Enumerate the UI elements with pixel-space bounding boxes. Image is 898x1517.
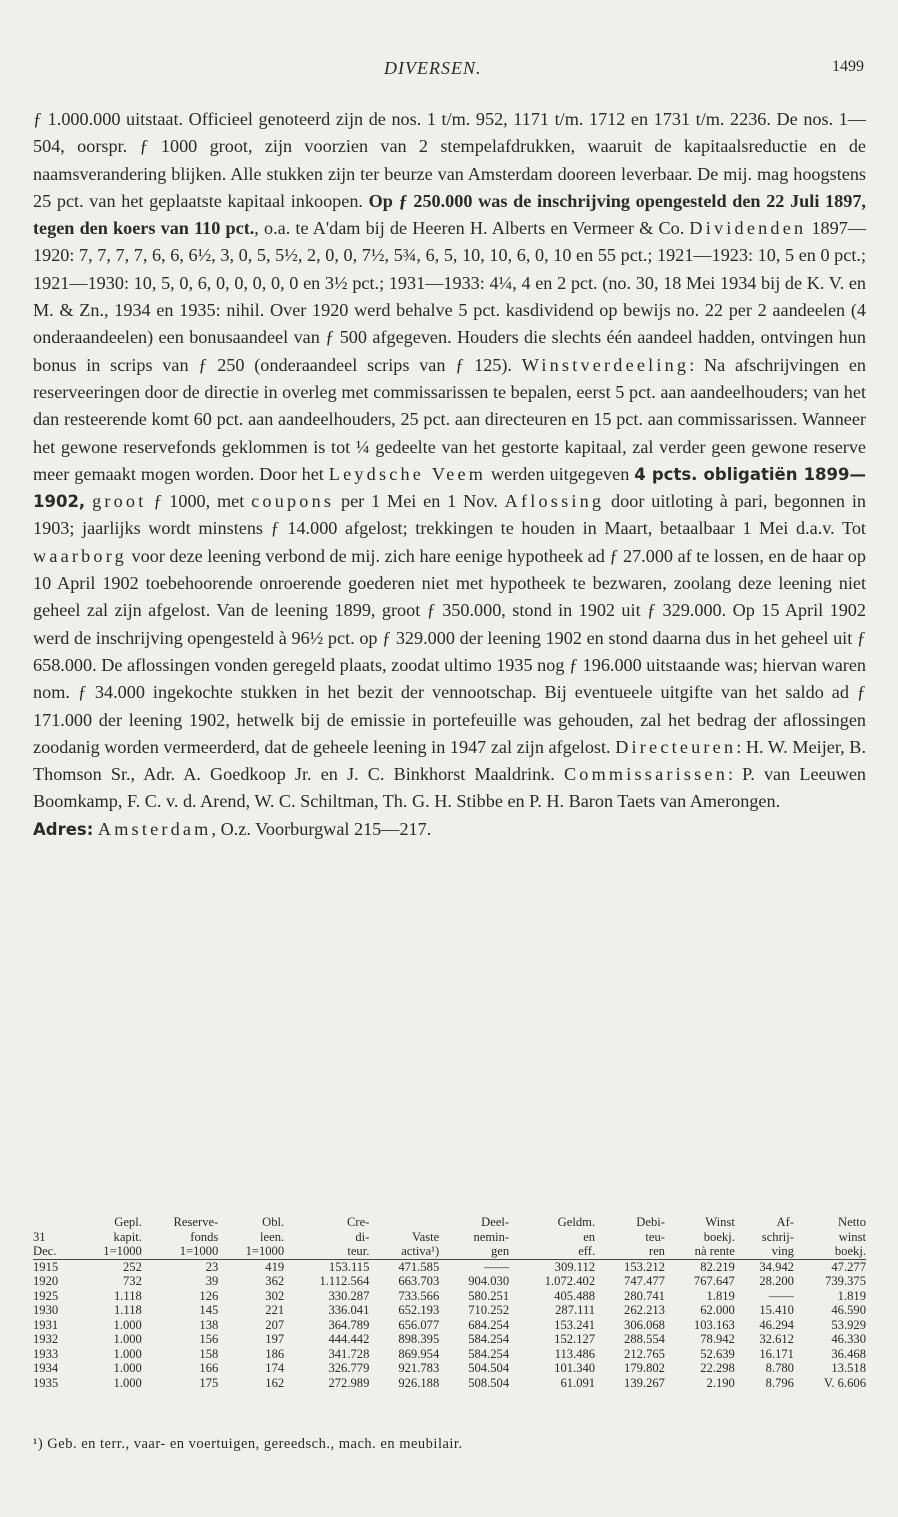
table-header-cell: fonds: [190, 1229, 219, 1244]
table-header-cell: 1=1000: [142, 1244, 218, 1259]
table-cell: 46.294: [759, 1317, 794, 1332]
table-cell: 362: [265, 1274, 285, 1288]
heading-obligatien: 4 pcts. obligatiën 1899—1902,: [33, 464, 866, 512]
text-run: werden uitgegeven: [486, 463, 635, 484]
table-cell: 1.819: [837, 1288, 866, 1303]
table-header-cell: nà rente: [665, 1244, 735, 1259]
table-header-cell: Obl.: [262, 1215, 285, 1229]
table-cell: 1.112.564: [319, 1274, 370, 1288]
table-cell: 1.072.402: [544, 1274, 596, 1288]
table-row: [33, 1318, 866, 1333]
text-run: : H. W. Meijer, B. Thomson Sr., Adr. A. Goedkoop Jr. en J. C. Binkhorst Maaldrink.: [33, 736, 866, 785]
table-header-row: [33, 1215, 866, 1230]
table-cell: 162: [265, 1375, 285, 1390]
table-cell: 34.942: [759, 1259, 794, 1274]
heading-aflossing: Aflossing: [504, 491, 605, 512]
table-row: [33, 1303, 866, 1318]
table-cell: 175: [199, 1375, 219, 1390]
address-street: , O.z. Voorburgwal 215—217.: [211, 818, 432, 839]
subscription-text: Op ƒ 250.000 was de inschrijving opengesteld den 22 Juli 1897, tegen den koers van 110 pct.: [33, 190, 866, 239]
table-cell: 212.765: [624, 1346, 665, 1361]
table-header-cell: [369, 1215, 439, 1230]
running-title: DIVERSEN.: [384, 58, 482, 78]
table-cell: 1.118: [113, 1288, 142, 1303]
table-cell: 747.477: [624, 1274, 665, 1288]
table-cell: 471.585: [398, 1259, 440, 1274]
table-cell: 306.068: [624, 1317, 665, 1332]
heading-dividenden: Dividenden: [689, 218, 807, 239]
table-cell: 405.488: [554, 1288, 596, 1303]
table-cell: 179.802: [624, 1361, 665, 1375]
table-cell: 139.267: [624, 1375, 665, 1390]
text-run: 1897—1920: 7, 7, 7, 7, 6, 6, 6½, 3, 0, 5, 5½, 2, 0, 0, 7½, 5¾, 6, 5, 10, 10, 6, 0, 10 en 55 pct.; 1921—1923: 10, 5 en 0 pct.; 1921—1930: 10, 5, 0, 6, 0, 0, 0, 0, 0 en 3½ pct.; 1931—1933: 4¼, 4 en 2 pct. (no. 30, 18 Mei 1934 bij de K. V. en M. & Zn., 1934 en 1935: nihil. Over 1920 werd behalve 5 pct. kasdividend op bewijs no. 22 per 2 aandeelen (4 onderaandeelen) een bonusaandeel van ƒ 500 afgegeven. Houders die slechts één aandeel hadden, ontvingen hun bonus in scrips van ƒ 250 (onderaandeel scrips van ƒ 125).: [33, 218, 866, 375]
table-header-cell: boekj.: [703, 1229, 735, 1244]
table-cell: 767.647: [693, 1274, 735, 1288]
text-run: door uitloting à pari, begonnen in 1903; jaarlijks wordt minstens ƒ 14.000 afgelost; trekkingen te houden in Maart, betaalbaar 1 Mei d.a.v. Tot: [33, 491, 867, 539]
table-cell: 739.375: [825, 1274, 866, 1288]
table-cell: 153.115: [328, 1259, 370, 1274]
page-header: [0, 58, 898, 88]
table-year-cell: 1930: [33, 1303, 59, 1317]
table-header-cell: teu-: [645, 1229, 665, 1244]
table-header-cell: en: [583, 1229, 596, 1244]
heading-commissarissen: Commissarissen: [563, 764, 728, 785]
table-year-cell: 1920: [33, 1274, 59, 1288]
table-cell: 336.041: [328, 1303, 370, 1317]
table-cell: 158: [199, 1346, 219, 1361]
table-header-cell: leen.: [260, 1229, 285, 1244]
table-cell: 898.395: [398, 1332, 440, 1346]
table-cell: 153.212: [624, 1259, 665, 1274]
table-header: [33, 1215, 866, 1259]
table-header-cell: Debi-: [636, 1215, 665, 1229]
table-cell: 288.554: [624, 1332, 665, 1346]
table-cell: 302: [265, 1288, 285, 1303]
table-cell: 1.118: [113, 1303, 142, 1317]
table-year-cell: 1932: [33, 1332, 59, 1346]
table-cell: 2.190: [706, 1375, 735, 1390]
table-cell: 36.468: [831, 1346, 866, 1361]
table-cell: 1.819: [706, 1288, 735, 1303]
table-cell: 710.252: [468, 1303, 510, 1317]
table-cell: 15.410: [759, 1303, 794, 1317]
table-cell: 584.254: [468, 1332, 510, 1346]
table-row: [33, 1289, 866, 1304]
text-run: : P. van Leeuwen Boomkamp, F. C. v. d. Arend, W. C. Schiltman, Th. G. H. Stibbe en P. H. Baron Taets van Amerongen.: [33, 764, 866, 812]
text-run: ƒ 1000, met: [146, 491, 252, 512]
table-year-cell: 1915: [33, 1259, 59, 1274]
table-year-cell: 1925: [33, 1288, 59, 1303]
text-run: , o.a. te A'dam bij de Heeren H. Alberts en Vermeer & Co.: [254, 218, 690, 239]
table-cell: 39: [205, 1274, 219, 1288]
table-cell: 166: [199, 1361, 219, 1375]
table-cell: 921.783: [398, 1361, 440, 1375]
table-cell: 330.287: [328, 1288, 370, 1303]
table-cell: 1.000: [113, 1361, 142, 1375]
heading-directeuren: Directeuren: [615, 736, 737, 757]
table-row: [33, 1259, 866, 1274]
table-cell: 309.112: [554, 1259, 596, 1274]
table-row: [33, 1274, 866, 1289]
table-cell: 1.000: [113, 1375, 142, 1390]
table-cell: 32.612: [759, 1332, 794, 1346]
table-cell: 221: [265, 1303, 285, 1317]
table-header-cell: Netto: [838, 1215, 866, 1229]
spaced-groot: groot: [92, 491, 147, 512]
table-cell: 61.091: [560, 1375, 596, 1390]
table-cell: 47.277: [831, 1259, 866, 1274]
table-cell: 508.504: [468, 1375, 510, 1390]
table-cell: 584.254: [468, 1346, 510, 1361]
page-number: 1499: [832, 58, 864, 75]
table-cell: 1.000: [113, 1346, 142, 1361]
table-year-cell: 1934: [33, 1361, 59, 1375]
address-line: [33, 816, 866, 843]
table-cell: 22.298: [700, 1361, 735, 1375]
address-city: Amsterdam: [97, 818, 212, 839]
table-header-cell: ving: [735, 1244, 794, 1259]
footnote: ¹) Geb. en terr., vaar- en voertuigen, gereedsch., mach. en meubilair.: [33, 1436, 463, 1452]
table-cell: 652.193: [398, 1303, 440, 1317]
table-cell: 869.954: [398, 1346, 440, 1361]
table-cell: 656.077: [398, 1317, 440, 1332]
table-cell: 53.929: [831, 1317, 866, 1332]
spaced-coupons: coupons: [251, 491, 335, 512]
table-cell: 504.504: [468, 1361, 510, 1375]
table-cell: 326.779: [328, 1361, 370, 1375]
table-header-cell: Af-: [776, 1215, 794, 1229]
table-header-cell: 31: [33, 1229, 46, 1244]
table-cell: 732: [122, 1274, 142, 1288]
table-cell: ——: [483, 1259, 510, 1274]
body-text: [33, 106, 866, 843]
table-cell: 197: [265, 1332, 285, 1346]
financial-table: [33, 1215, 866, 1390]
table-cell: 926.188: [398, 1375, 440, 1390]
table-header-cell: Winst: [705, 1215, 735, 1229]
table-header-cell: 1=1000: [76, 1244, 142, 1259]
table-header-cell: Reserve-: [173, 1215, 219, 1229]
table-row: [33, 1347, 866, 1362]
table-cell: 8.780: [765, 1361, 794, 1375]
table-cell: 1.000: [113, 1332, 142, 1346]
table-cell: 8.796: [765, 1375, 794, 1390]
table-header-row: [33, 1230, 866, 1245]
table-header-cell: kapit.: [113, 1229, 142, 1244]
table-header-cell: gen: [439, 1244, 509, 1259]
table-cell: 684.254: [468, 1317, 510, 1332]
table-cell: 62.000: [700, 1303, 735, 1317]
table-header-cell: Deel-: [481, 1215, 510, 1229]
table-cell: ——: [768, 1288, 794, 1303]
table-cell: 280.741: [624, 1288, 665, 1303]
table-cell: 207: [265, 1317, 285, 1332]
company-name-leydsche-veem: Leydsche Veem: [328, 463, 487, 484]
table-cell: 103.163: [693, 1317, 735, 1332]
table-header-row: [33, 1244, 866, 1259]
table-row: [33, 1361, 866, 1376]
heading-winstverdeeling: Winstverdeeling: [521, 354, 690, 375]
table-header-cell: boekj.: [794, 1244, 866, 1259]
table-cell: 78.942: [700, 1332, 735, 1346]
table-header-cell: nemin-: [473, 1229, 510, 1244]
table-cell: 82.219: [700, 1259, 735, 1274]
text-run: : Na afschrijvingen en reserveeringen door de directie in overleg met commissarissen te bepalen, eerst 5 pct. aan aandeelhouders; van het dan resteerende komt 60 pct. aan aandeelhouders, 25 pct. aan directeuren en 15 pct. aan commissarissen. Wanneer het gewone reservefonds geklommen is tot ¼ gedeelte van het gestorte kapitaal, zal verder geen gewone reserve meer gemaakt mogen worden. Door het: [33, 354, 866, 484]
table-cell: 145: [199, 1303, 219, 1317]
table-year-cell: 1933: [33, 1346, 59, 1361]
table-cell: 262.213: [624, 1303, 665, 1317]
table-row: [33, 1332, 866, 1347]
table-header-cell: ren: [595, 1244, 665, 1259]
text-run: ƒ 1.000.000 uitstaat. Officieel genoteerd zijn de nos. 1 t/m. 952, 1171 t/m. 1712 en 1731 t/m. 2236. De nos. 1—504, oorspr. ƒ 1000 groot, zijn voorzien van 2 stempelafdrukken, waaruit de kapitaalsreductie en de naamsverandering blijken. Alle stukken zijn ter beurze van Amsterdam dooreen leverbaar. De mij. mag hoogstens 25 pct. van het geplaatste kapitaal inkoopen.: [33, 109, 866, 211]
table-cell: 904.030: [468, 1274, 510, 1288]
table-cell: 1.000: [113, 1317, 142, 1332]
table-cell: 153.241: [554, 1317, 596, 1332]
table-cell: 580.251: [468, 1288, 510, 1303]
table-cell: 419: [265, 1259, 285, 1274]
table-header-cell: Gepl.: [114, 1215, 142, 1229]
table-cell: 23: [205, 1259, 219, 1274]
table-header-cell: winst: [838, 1229, 866, 1244]
table-cell: 663.703: [398, 1274, 440, 1288]
table-cell: 156: [199, 1332, 219, 1346]
table-cell: 16.171: [759, 1346, 794, 1361]
table-cell: 186: [265, 1346, 285, 1361]
table-cell: 272.989: [328, 1375, 370, 1390]
table-header-cell: Geldm.: [557, 1215, 596, 1229]
table-cell: V. 6.606: [823, 1375, 866, 1390]
text-run: per 1 Mei en 1 Nov.: [334, 491, 505, 512]
table-header-cell: [33, 1215, 76, 1230]
table-header-cell: teur.: [284, 1244, 369, 1259]
table-cell: 101.340: [554, 1361, 596, 1375]
table-cell: 126: [199, 1288, 219, 1303]
table-cell: 46.590: [831, 1303, 866, 1317]
table-row: [33, 1376, 866, 1391]
table-year-cell: 1931: [33, 1317, 59, 1332]
table-header-cell: di-: [355, 1229, 370, 1244]
table-cell: 113.486: [554, 1346, 596, 1361]
table-cell: 13.518: [831, 1361, 866, 1375]
table-header-cell: Cre-: [346, 1215, 370, 1229]
text-run: voor deze leening verbond de mij. zich hare eenige hypotheek ad ƒ 27.000 af te lossen, en de haar op 10 April 1902 toebehoorende onroerende goederen niet met hypotheek te bezwaren, zoolang deze leening niet geheel zal zijn afgelost. Van de leening 1899, groot ƒ 350.000, stond in 1902 uit ƒ 329.000. Op 15 April 1902 werd de inschrijving opengesteld à 96½ pct. op ƒ 329.000 der leening 1902 en stond daarna dus in het geheel uit ƒ 658.000. De aflossingen vonden geregeld plaats, zoodat ultimo 1935 nog ƒ 196.000 uitstaande was; hiervan waren nom. ƒ 34.000 ingekochte stukken in het bezit der vennootschap. Bij eventueele uitgifte van het saldo ad ƒ 171.000 der leening 1902, hetwelk bij de emissie in portefeuille was gehouden, zal het bedrag der aflossingen zoodanig worden vermeerderd, dat de geheele leening in 1947 zal zijn afgelost.: [33, 545, 866, 757]
table-cell: 52.639: [700, 1346, 735, 1361]
spaced-waarborg: waarborg: [33, 545, 127, 566]
main-paragraph: [33, 106, 866, 816]
table-header-cell: Vaste: [411, 1229, 440, 1244]
table-cell: 287.111: [555, 1303, 596, 1317]
table-cell: 341.728: [328, 1346, 370, 1361]
table-cell: 364.789: [328, 1317, 370, 1332]
table-header-cell: Dec.: [33, 1244, 76, 1259]
table-cell: 444.442: [328, 1332, 370, 1346]
table-cell: 138: [199, 1317, 219, 1332]
table-year-cell: 1935: [33, 1375, 59, 1390]
address-label: Adres:: [33, 819, 94, 839]
table-header-cell: activa¹): [369, 1244, 439, 1259]
table-cell: 28.200: [759, 1274, 794, 1288]
table-header-cell: eff.: [509, 1244, 595, 1259]
table-body: [33, 1259, 866, 1390]
table-cell: 733.566: [398, 1288, 440, 1303]
table-cell: 252: [122, 1259, 142, 1274]
table-header-cell: 1=1000: [218, 1244, 284, 1259]
table-cell: 174: [265, 1361, 285, 1375]
table-cell: 46.330: [831, 1332, 866, 1346]
table-header-cell: schrij-: [761, 1229, 794, 1244]
table-cell: 152.127: [554, 1332, 596, 1346]
